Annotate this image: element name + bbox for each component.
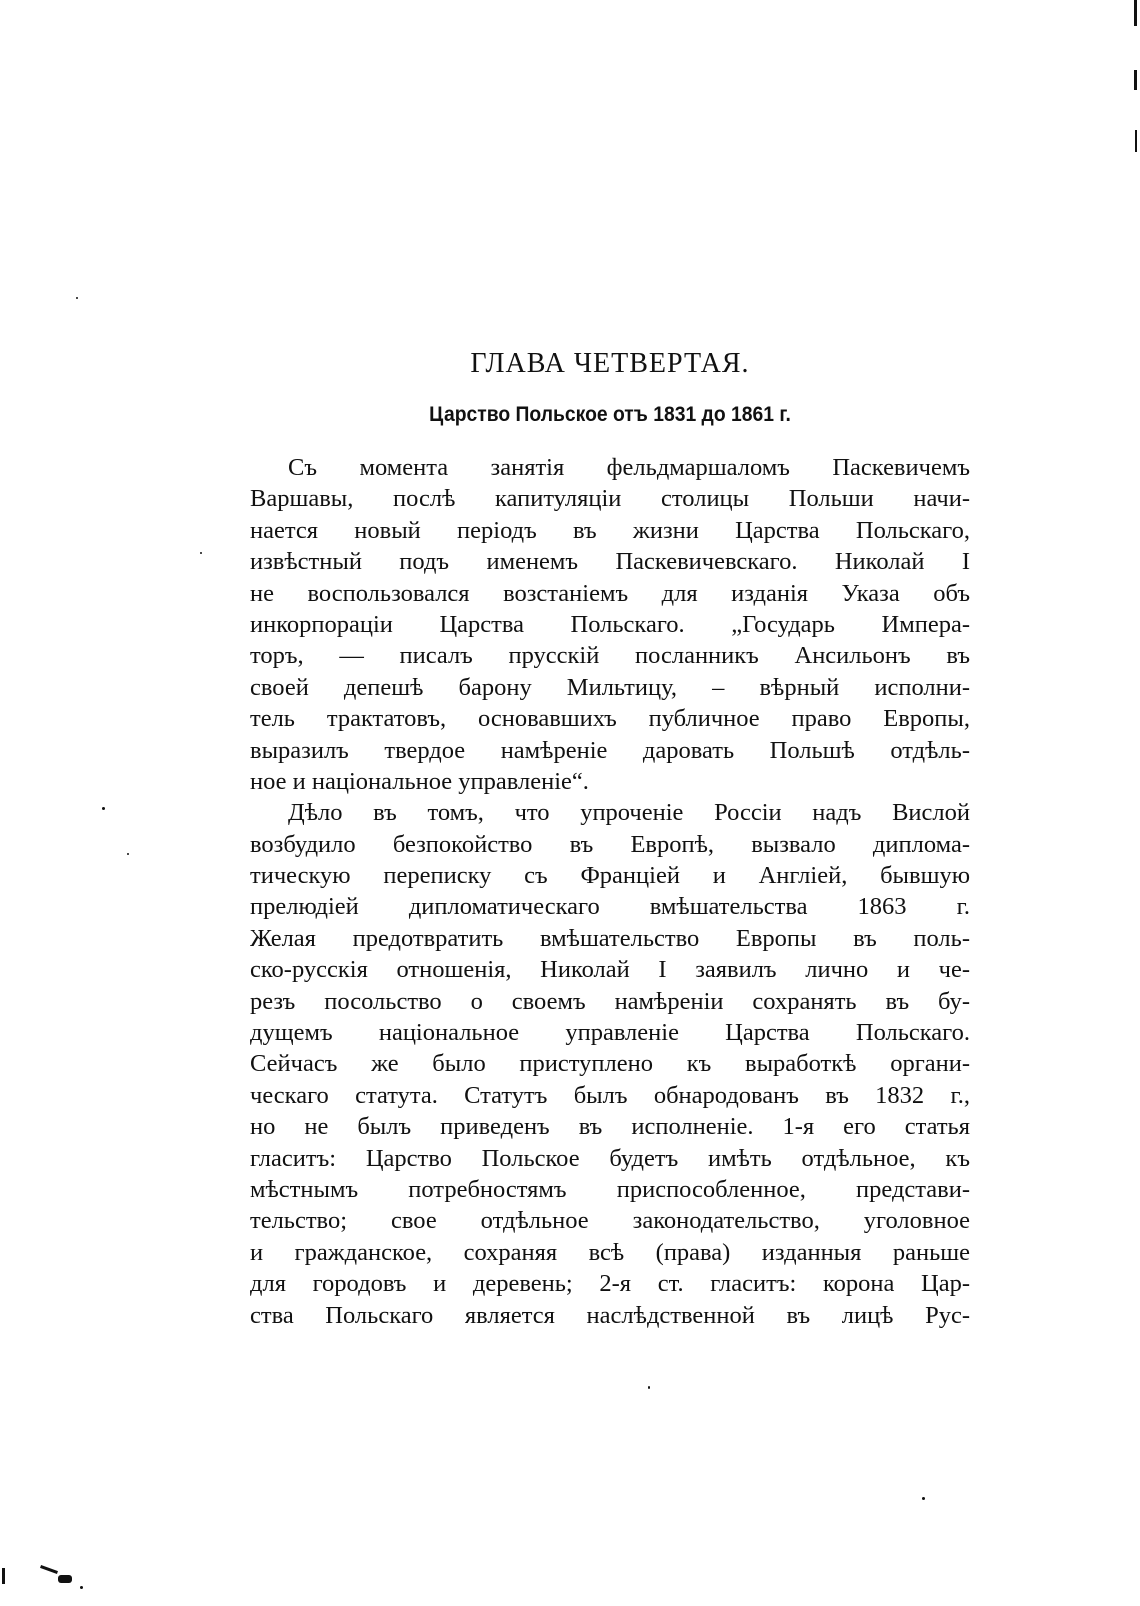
text-line: извѣстный подъ именемъ Паскевичевскаго. Николай I — [250, 548, 970, 576]
scan-speck — [648, 1386, 650, 1389]
text-line: ско-русскія отношенія, Николай I заявилъ лично и че- — [250, 956, 970, 984]
text-line: но не былъ приведенъ въ исполненіе. 1-я его статья — [250, 1113, 970, 1141]
text-line: Желая предотвратить вмѣшательство Европы въ поль- — [250, 924, 970, 952]
text-line: инкорпораціи Царства Польскаго. „Государь Импера- — [250, 610, 970, 638]
text-line: прелюдіей дипломатическаго вмѣшательства 1863 г. — [250, 893, 970, 921]
scan-speck — [200, 552, 202, 554]
chapter-subtitle: Царство Польское отъ 1831 до 1861 г. — [429, 403, 791, 426]
text-line: нается новый періодъ въ жизни Царства Польскаго, — [250, 516, 970, 544]
scan-edge-mark — [1135, 130, 1137, 152]
text-line: ческаго статута. Статутъ былъ обнародованъ въ 1832 г., — [250, 1081, 970, 1109]
scan-speck — [922, 1497, 925, 1500]
paragraph-2 — [250, 797, 970, 1331]
text-line: для городовъ и деревень; 2-я ст. гласитъ: корона Цар- — [250, 1270, 970, 1298]
text-line: выразилъ твердое намѣреніе даровать Польшѣ отдѣль- — [250, 736, 970, 764]
text-line: дущемъ національное управленіе Царства Польскаго. — [250, 1019, 970, 1047]
text-line: Сейчасъ же было приступлено къ выработкѣ органи- — [250, 1050, 970, 1078]
scan-edge-mark — [1134, 0, 1137, 26]
text-line: своей депешѣ барону Мильтицу, – вѣрный исполни- — [250, 673, 970, 701]
text-line: мѣстнымъ потребностямъ приспособленное, представи- — [250, 1175, 970, 1203]
text-line: гласитъ: Царство Польское будетъ имѣть отдѣльное, къ — [250, 1144, 970, 1172]
scan-speck — [127, 853, 129, 855]
scan-speck — [76, 297, 78, 299]
body-text — [250, 452, 970, 1331]
text-line: ное и національное управленіе“. — [250, 767, 589, 795]
text-line: торъ, — писалъ прусскій посланникъ Ансильонъ въ — [250, 642, 970, 670]
text-line: Дѣло въ томъ, что упроченіе Россіи надъ Вислой — [288, 799, 970, 827]
scan-corner-mark — [58, 1575, 72, 1583]
scan-corner-mark — [2, 1568, 5, 1584]
chapter-title: ГЛАВА ЧЕТВЕРТАЯ. — [470, 348, 750, 379]
text-line: ства Польскаго является наслѣдственной въ лицѣ Рус- — [250, 1301, 970, 1329]
text-line: Съ момента занятія фельдмаршаломъ Паскевичемъ — [288, 454, 970, 481]
text-line: резъ посольство о своемъ намѣреніи сохранять въ бу- — [250, 987, 970, 1015]
scan-edge-mark — [1134, 70, 1137, 90]
text-line: возбудило безпокойство въ Европѣ, вызвало диплома- — [250, 830, 970, 858]
text-line: Варшавы, послѣ капитуляціи столицы Польши начи- — [250, 485, 970, 513]
text-line: тель трактатовъ, основавшихъ публичное право Европы, — [250, 705, 970, 733]
paragraph-1 — [250, 452, 970, 797]
scan-speck — [80, 1586, 83, 1589]
scan-corner-mark — [40, 1565, 58, 1574]
text-line: тическую переписку съ Франціей и Англіей, бывшую — [250, 862, 970, 890]
text-line: не воспользовался возстаніемъ для изданія Указа объ — [250, 579, 970, 607]
scan-speck — [102, 807, 105, 810]
text-line: тельство; свое отдѣльное законодательство, уголовное — [250, 1207, 970, 1235]
text-line: и гражданское, сохраняя всѣ (права) изданныя раньше — [250, 1238, 970, 1266]
